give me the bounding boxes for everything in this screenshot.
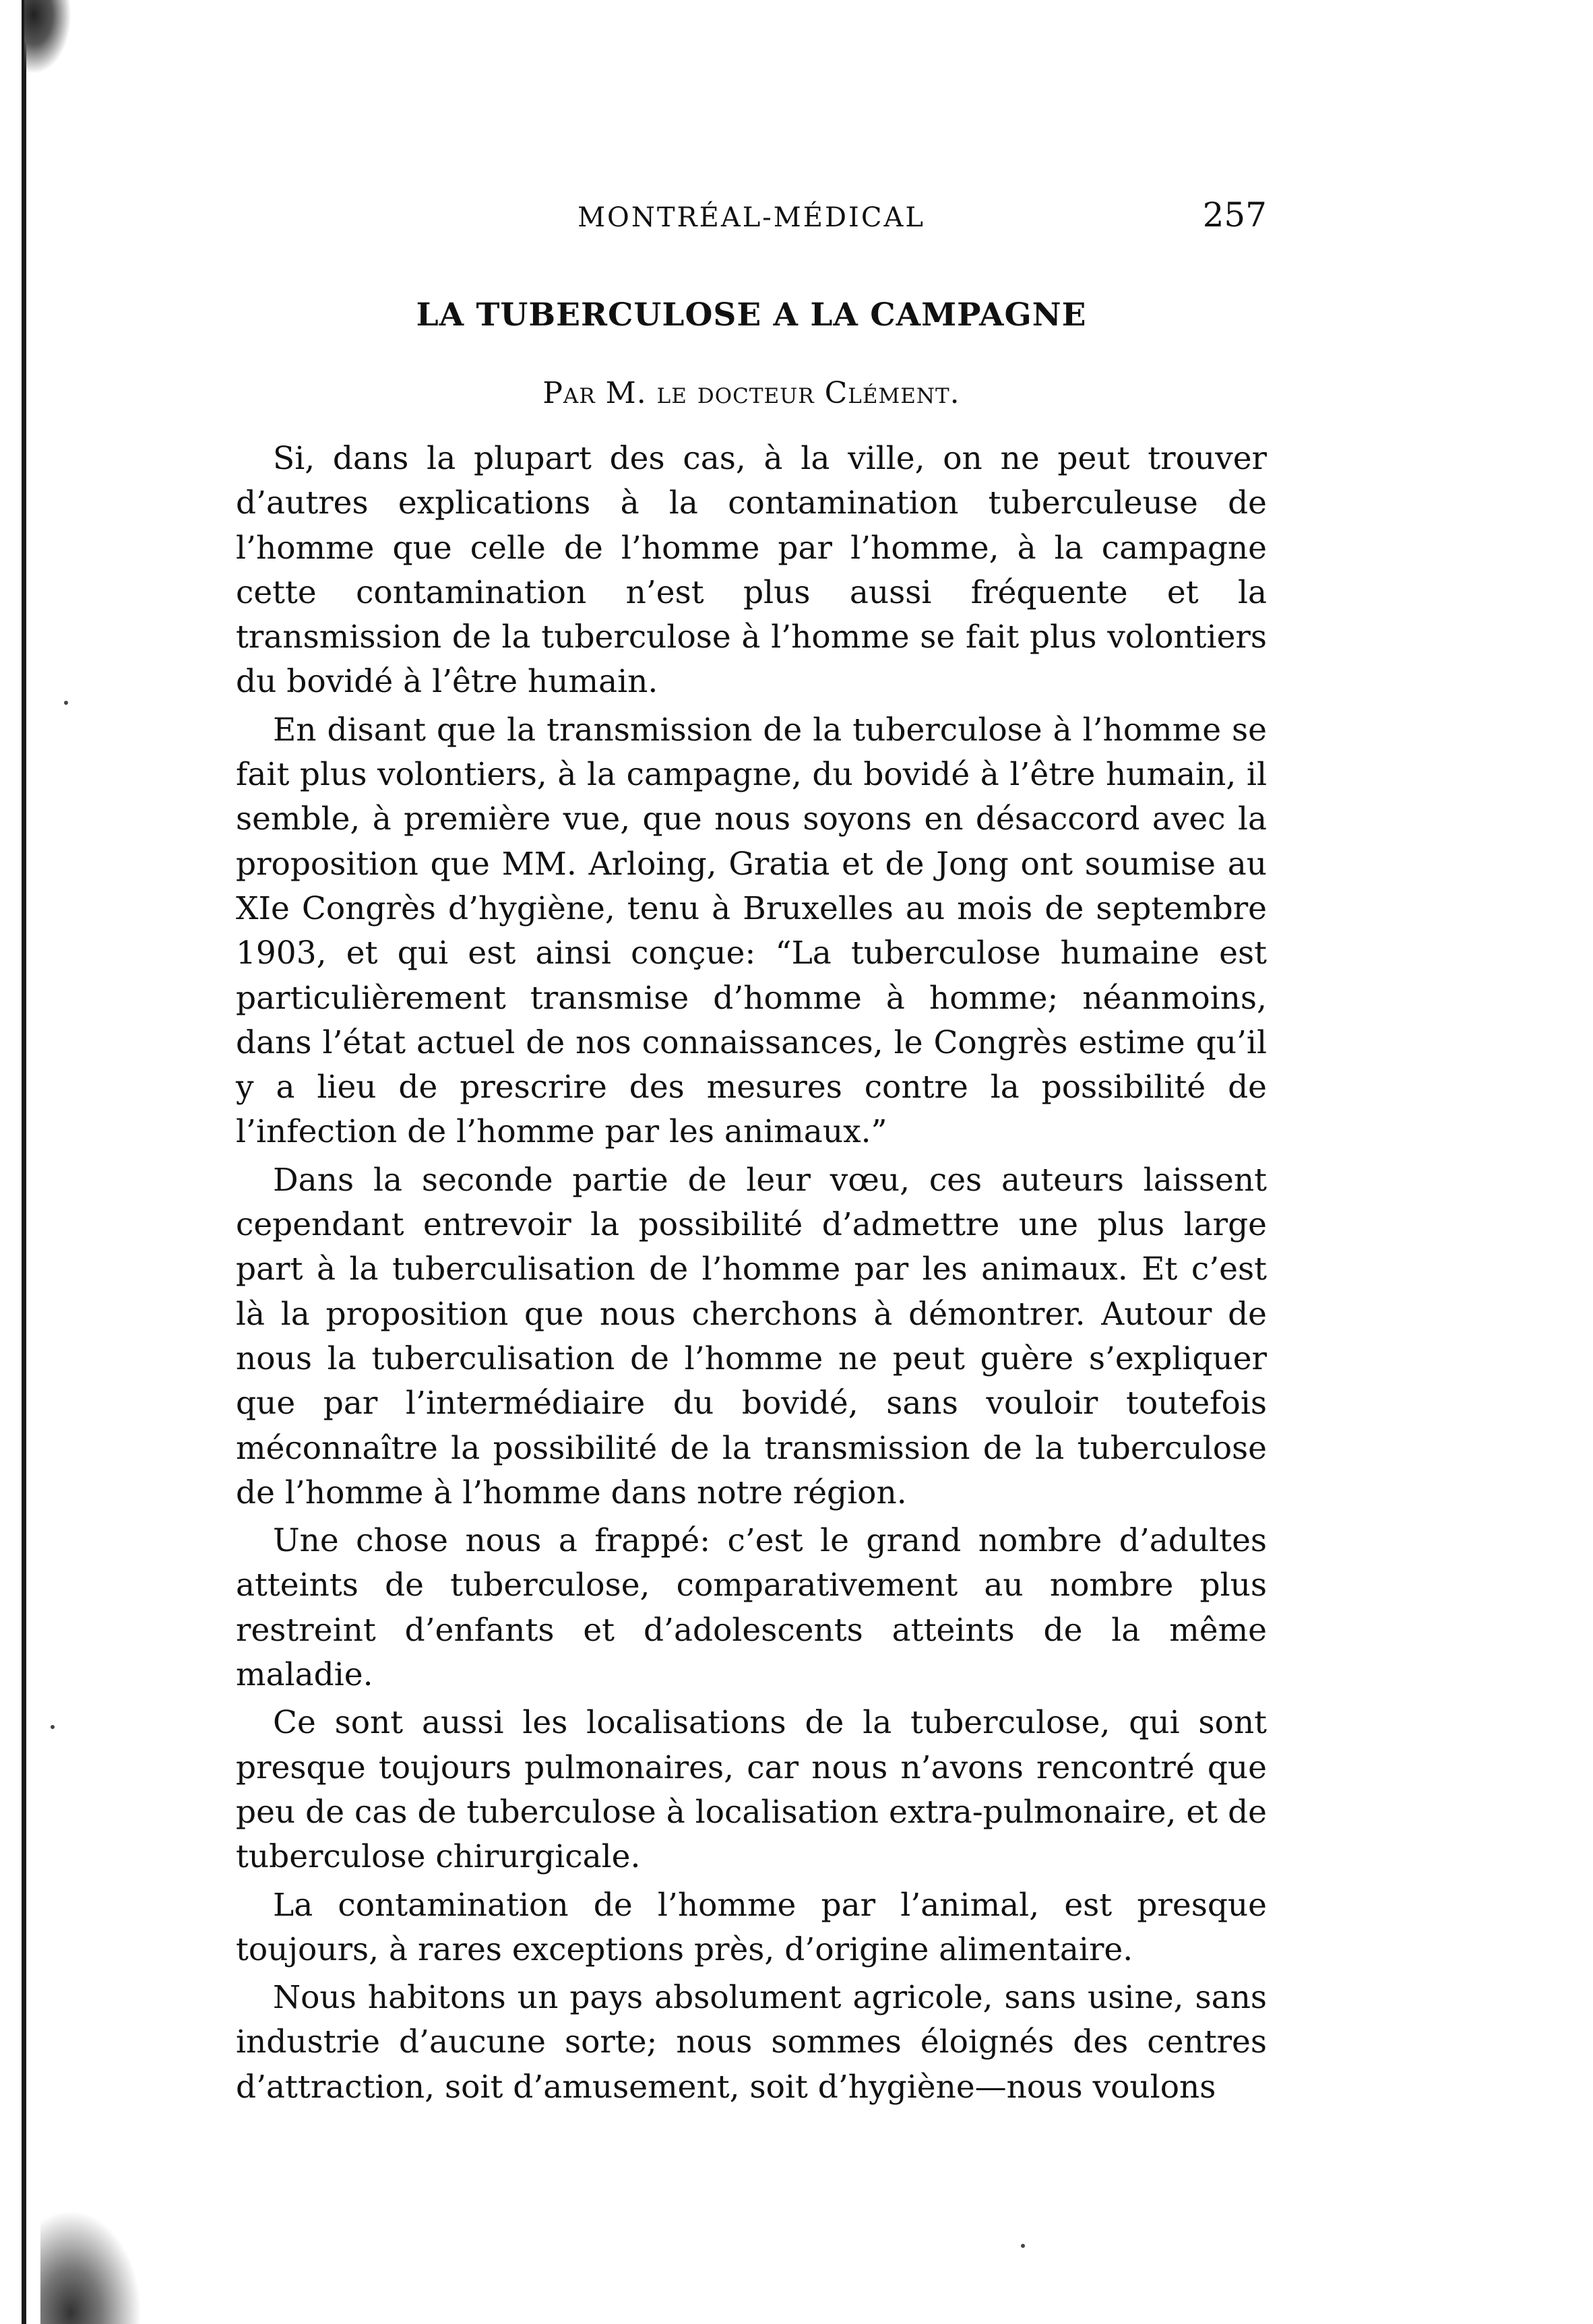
paragraph: En disant que la transmission de la tuberculose à l’homme se fait plus volontiers, à la campagne, du bovidé à l’être humain, il semble, à première vue, que nous soyons en désaccord avec la proposition que MM. Arloing, Gratia et de Jong ont soumise au XIe Congrès d’hygiène, tenu à Bruxelles au mois de septembre 1903, et qui est ainsi conçue: “La tuberculose humaine est particulièrement transmise d’homme à homme; néanmoins, dans l’état actuel de nos connaissances, le Congrès estime qu’il y a lieu de prescrire des mesures contre la possibilité de l’infection de l’homme par les animaux.” (236, 711, 1267, 1151)
scan-speck (1021, 2244, 1025, 2248)
scan-speck (64, 701, 68, 705)
running-head: MONTRÉAL-MÉDICAL (577, 202, 925, 233)
scan-speck (51, 1725, 55, 1729)
page-number: 257 (1202, 195, 1267, 234)
paragraph: Ce sont aussi les localisations de la tuberculose, qui sont presque toujours pulmonaires, car nous n’avons rencontré que peu de cas de tuberculose à localisation extra-pulmonaire, et de tuberculose chirurgicale. (236, 1704, 1267, 1876)
paragraph: Nous habitons un pays absolument agricole, sans usine, sans industrie d’aucune sorte; nous sommes éloignés des centres d’attraction, soit d’amusement, soit d’hygiène—nous voulons (236, 1979, 1267, 2106)
page-header (236, 195, 1267, 243)
paragraph: La contamination de l’homme par l’animal, est presque toujours, à rares exceptions près, d’origine alimentaire. (236, 1886, 1267, 1968)
article-title: LA TUBERCULOSE A LA CAMPAGNE (416, 296, 1087, 334)
paragraph: Une chose nous a frappé: c’est le grand nombre d’adultes atteints de tuberculose, comparativement au nombre plus restreint d’enfants et d’adolescents atteints de la même maladie. (236, 1522, 1267, 1694)
paragraph: Si, dans la plupart des cas, à la ville, on ne peut trouver d’autres explications à la contamination tuberculeuse de l’homme que celle de l’homme par l’homme, à la campagne cette contamination n’est plus aussi fréquente et la transmission de la tuberculose à l’homme se fait plus volontiers du bovidé à l’être humain. (236, 440, 1267, 701)
scan-blot-top (24, 0, 71, 74)
paragraph: Dans la seconde partie de leur vœu, ces auteurs laissent cependant entrevoir la possibilité d’admettre une plus large part à la tuberculisation de l’homme par les animaux. Et c’est là la proposition que nous cherchons à démontrer. Autour de nous la tuberculisation de l’homme ne peut guère s’expliquer que par l’intermédiaire du bovidé, sans vouloir toutefois méconnaître la possibilité de la transmission de la tuberculose de l’homme à l’homme dans notre région. (236, 1161, 1267, 1511)
article-body (236, 437, 1267, 2113)
scan-blot-bottom (40, 2210, 142, 2324)
article-author: Par M. le docteur Clément. (542, 376, 960, 410)
scan-binding-edge (22, 0, 26, 2324)
